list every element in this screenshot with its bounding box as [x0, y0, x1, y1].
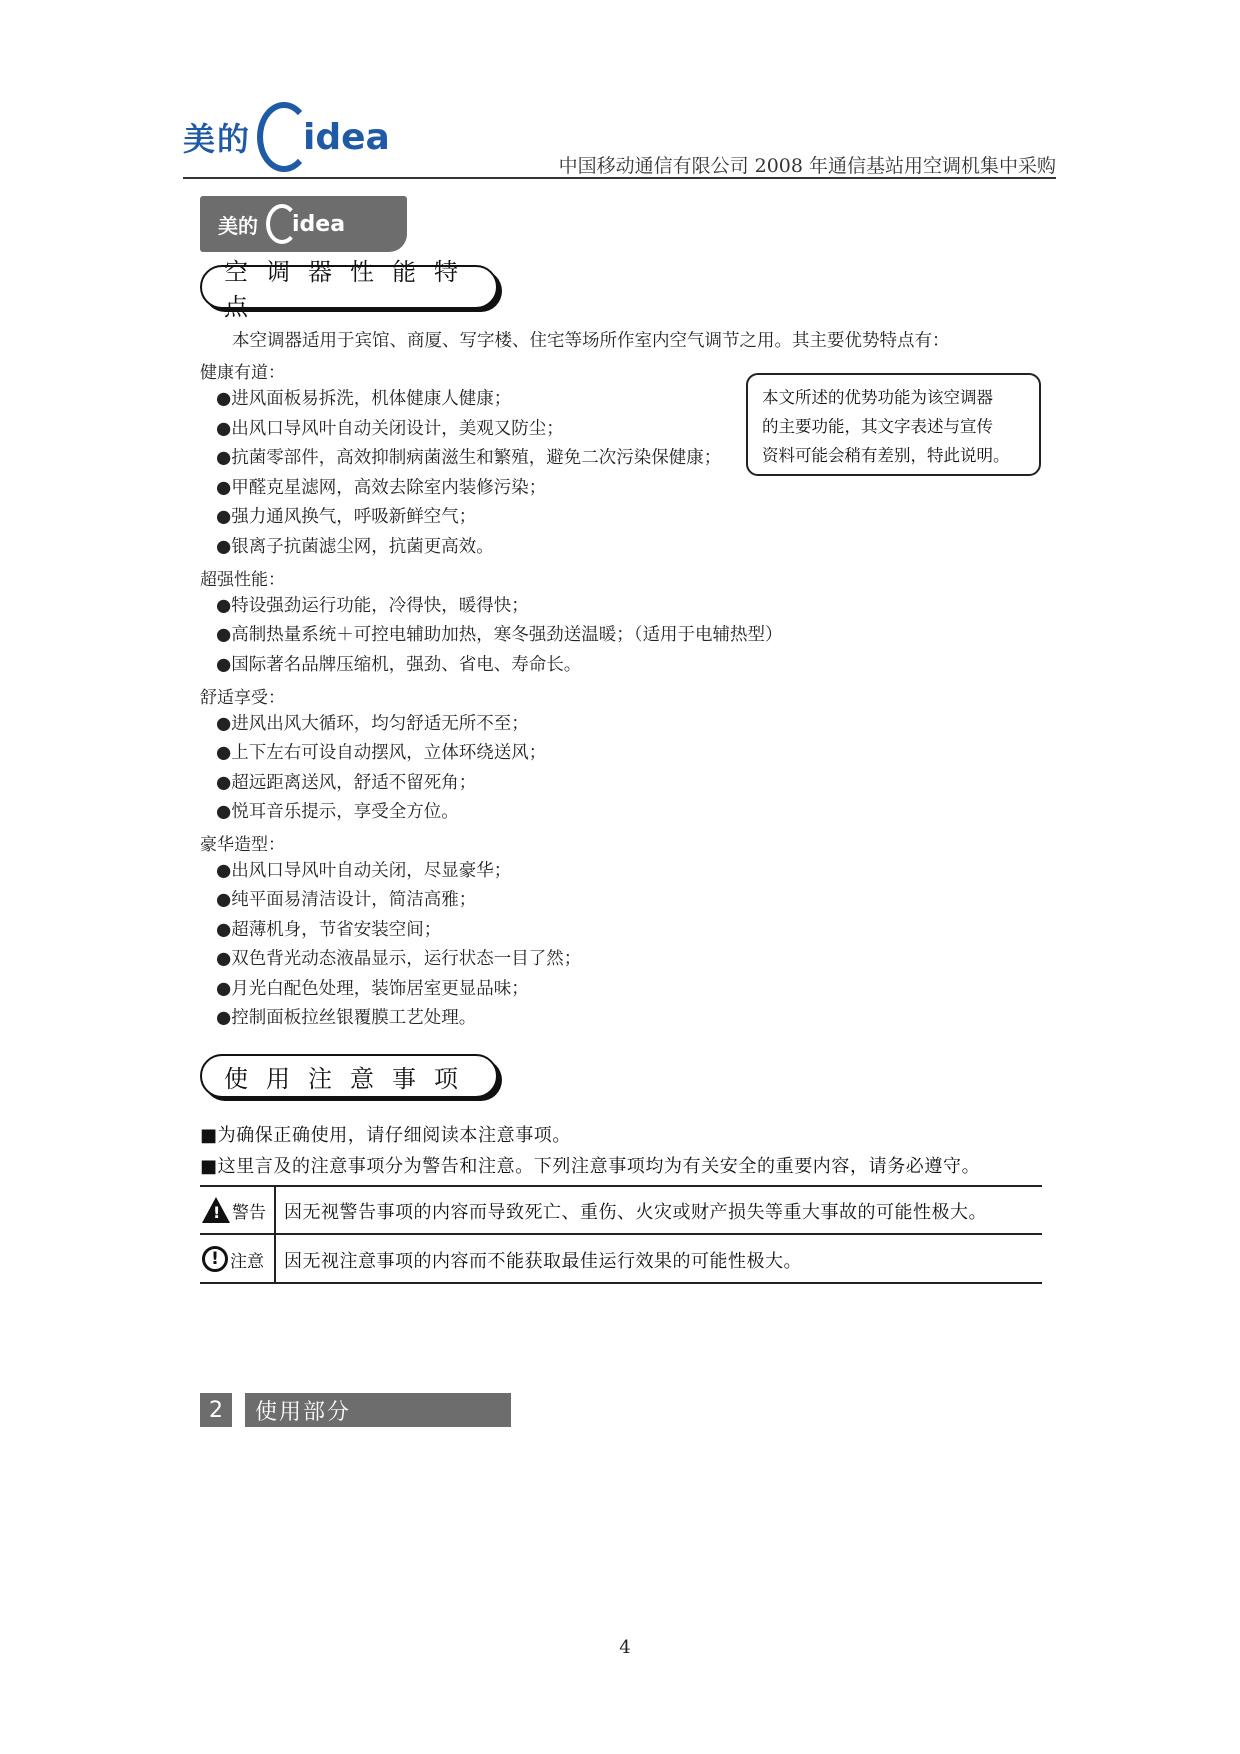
- caution-exclamation-icon: !: [202, 1246, 228, 1272]
- table-bottom-rule: [200, 1282, 1042, 1284]
- list-item: ●进风出风大循环，均匀舒适无所不至；: [216, 714, 529, 734]
- list-item: ●甲醛克星滤网，高效去除室内装修污染；: [216, 478, 547, 498]
- list-item: ●银离子抗菌滤尘网，抗菌更高效。: [216, 537, 494, 557]
- section-number-badge: 2: [200, 1393, 232, 1427]
- banner-logo-cn: 美的: [218, 213, 258, 238]
- list-item: ●出风口导风叶自动关闭设计，美观又防尘；: [216, 419, 564, 439]
- note-line: 本文所述的优势功能为该空调器: [762, 388, 993, 407]
- list-item: ●超薄机身，节省安装空间；: [216, 920, 442, 940]
- table-middle-rule: [200, 1233, 1042, 1235]
- list-item: ●悦耳音乐提示，享受全方位。: [216, 802, 459, 822]
- section-heading-precautions-text: 使用注意事项: [224, 1064, 476, 1093]
- logo-cn-text: 美的: [183, 120, 252, 158]
- warning-label: 警告: [232, 1202, 266, 1223]
- category-title: 超强性能：: [200, 570, 285, 590]
- precaution-line: ■这里言及的注意事项分为警告和注意。下列注意事项均为有关安全的重要内容，请务必遵守。: [200, 1156, 981, 1177]
- section-heading-features-text: 空调器性能特点: [224, 258, 476, 321]
- list-item: ●上下左右可设自动摆风，立体环绕送风；: [216, 743, 547, 763]
- list-item: ●抗菌零部件，高效抑制病菌滋生和繁殖，避免二次污染保健康；: [216, 448, 722, 468]
- warning-text: 因无视警告事项的内容而导致死亡、重伤、火灾或财产损失等重大事故的可能性极大。: [284, 1202, 987, 1223]
- caution-label: 注意: [230, 1251, 264, 1272]
- category-title: 舒适享受：: [200, 688, 285, 708]
- list-item: ●出风口导风叶自动关闭，尽显豪华；: [216, 861, 512, 881]
- banner-logo-en: idea: [292, 211, 346, 237]
- header-title: 中国移动通信有限公司 2008 年通信基站用空调机集中采购: [558, 155, 1056, 177]
- note-box: [746, 373, 1041, 476]
- list-item: ●双色背光动态液晶显示，运行状态一目了然；: [216, 949, 582, 969]
- midea-logo: [183, 96, 390, 178]
- caution-text: 因无视注意事项的内容而不能获取最佳运行效果的可能性极大。: [284, 1251, 802, 1272]
- midea-banner: [200, 196, 407, 252]
- list-item: ●特设强劲运行功能，冷得快，暖得快；: [216, 596, 529, 616]
- category-title: 健康有道：: [200, 363, 285, 383]
- note-line: 的主要功能，其文字表述与宣传: [762, 417, 993, 436]
- note-line: 资料可能会稍有差别，特此说明。: [762, 446, 1010, 465]
- warning-triangle-icon: [202, 1197, 230, 1223]
- section-heading-precautions: [200, 1054, 502, 1100]
- warning-label-cell: [202, 1194, 272, 1226]
- list-item: ●国际著名品牌压缩机，强劲、省电、寿命长。: [216, 655, 582, 675]
- precaution-line: ■为确保正确使用，请仔细阅读本注意事项。: [200, 1125, 572, 1146]
- list-item: ●控制面板拉丝银覆膜工艺处理。: [216, 1008, 477, 1028]
- intro-paragraph: 本空调器适用于宾馆、商厦、写字楼、住宅等场所作室内空气调节之用。其主要优势特点有：: [232, 331, 950, 351]
- list-item: ●超远距离送风，舒适不留死角；: [216, 773, 477, 793]
- section-title-bar: 使用部分: [245, 1393, 511, 1427]
- caution-label-cell: [202, 1243, 272, 1275]
- header-divider: [183, 177, 1056, 179]
- logo-en-text: idea: [303, 116, 390, 158]
- list-item: ●进风面板易拆洗，机体健康人健康；: [216, 389, 512, 409]
- list-item: ●月光白配色处理，装饰居室更显品味；: [216, 979, 529, 999]
- section-heading-features: [200, 258, 502, 321]
- list-item: ●强力通风换气，呼吸新鲜空气；: [216, 507, 477, 527]
- category-title: 豪华造型：: [200, 835, 285, 855]
- list-item: ●纯平面易清洁设计，简洁高雅；: [216, 890, 477, 910]
- table-column-divider: [274, 1187, 276, 1282]
- list-item: ●高制热量系统＋可控电辅助加热，寒冬强劲送温暖；（适用于电辅热型）: [216, 625, 783, 645]
- page-number: 4: [619, 1637, 631, 1658]
- table-top-rule: [200, 1185, 1042, 1187]
